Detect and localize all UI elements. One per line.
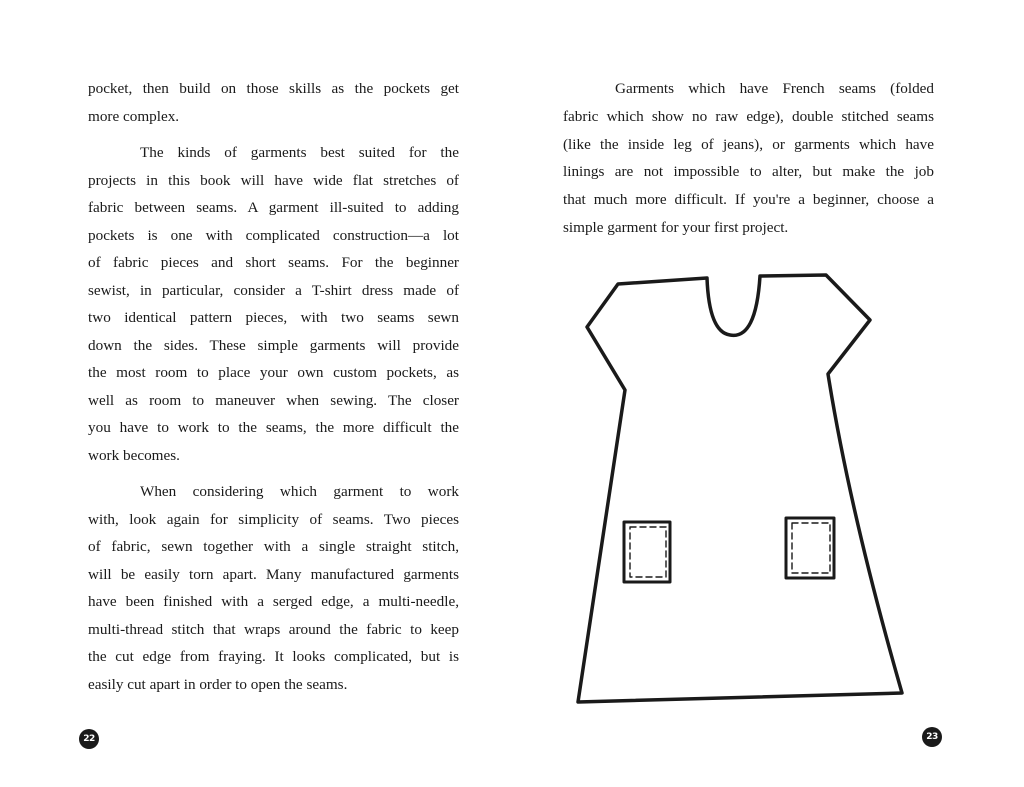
text-line: have been finished with a serged edge, a multi-needle, — [88, 593, 459, 610]
pocket-right — [786, 518, 834, 578]
pocket-left — [624, 522, 670, 582]
text-line: easily cut apart in order to open the seams. — [88, 675, 348, 693]
text-line: fabric which show no raw edge), double stitched seams — [563, 107, 934, 125]
text-line: the cut edge from fraying. It looks complicated, but is — [88, 648, 459, 665]
text-line: work becomes. — [88, 446, 180, 464]
text-line: projects in this book will have wide flat stretches of — [88, 171, 459, 189]
text-line: simple garment for your first project. — [563, 219, 789, 236]
text-line: fabric between seams. A garment ill-suited to adding — [88, 199, 459, 216]
text-line: down the sides. These simple garments will provide — [88, 336, 459, 354]
text-line: more complex. — [88, 107, 180, 125]
text-line: that much more difficult. If you're a beginner, choose a — [563, 191, 934, 209]
text-line: pockets is one with complicated construction—a lot — [88, 226, 459, 244]
text-line: well as room to maneuver when sewing. The closer — [88, 391, 459, 409]
text-line: (like the inside leg of jeans), or garments which have — [563, 135, 934, 153]
text-line: When considering which garment to work — [140, 483, 459, 500]
text-line: multi-thread stitch that wraps around the fabric to keep — [88, 620, 459, 638]
dress-outline — [578, 275, 902, 702]
text-line: will be easily torn apart. Many manufactured garments — [88, 565, 459, 583]
text-line: sewist, in particular, consider a T-shirt dress made of — [88, 281, 459, 299]
text-line: the most room to place your own custom pockets, as — [88, 364, 459, 381]
page-number-badge: 23 — [922, 727, 942, 747]
page-number-badge: 22 — [79, 729, 99, 749]
text-line: two identical pattern pieces, with two seams sewn — [88, 309, 459, 326]
text-line: The kinds of garments best suited for the — [140, 144, 459, 161]
dress-illustration — [570, 262, 920, 712]
text-line: you have to work to the seams, the more difficult the — [88, 419, 459, 436]
text-line: of fabric, sewn together with a single straight stitch, — [88, 538, 459, 555]
text-line: pocket, then build on those skills as the pockets get — [88, 80, 459, 97]
text-line: linings are not impossible to alter, but make the job — [563, 163, 934, 181]
text-line: with, look again for simplicity of seams. Two pieces — [88, 510, 459, 528]
text-line: of fabric pieces and short seams. For the beginner — [88, 254, 459, 271]
text-line: Garments which have French seams (folded — [615, 80, 934, 97]
